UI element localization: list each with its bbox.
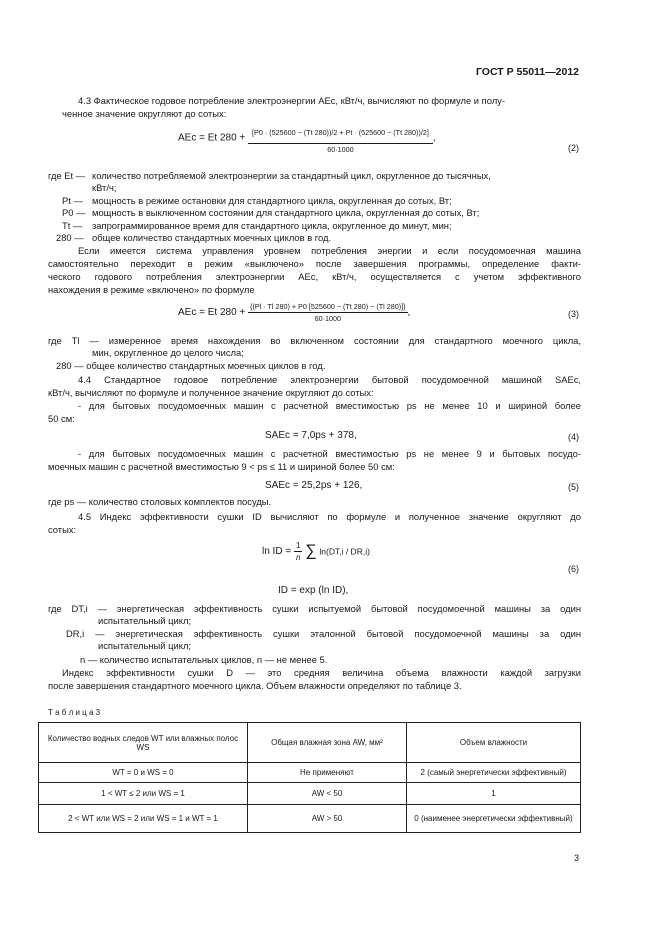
document-id: ГОСТ Р 55011—2012 [475,66,579,78]
where3-line1: где Tl — измеренное время нахождения во включенном состоянии для стандартного моечного цикла, [48,335,581,346]
formula-2-lhs: AEc = Et 280 + [178,132,246,144]
formula-4: SAEc = 7,0ps + 378, [265,430,357,441]
formula-6a-n: n [295,553,301,562]
formula-3-lhs: AEc = Et 280 + [178,307,246,318]
where6-dt-line1: где DT,i — энергетическая эффективность сушки испытуемой бытовой посудомоечной машины за один [48,603,581,614]
formula-2-fraction [248,122,433,154]
table-header-cell: Общая влажная зона AW, мм² [248,723,407,763]
equation-number-4: (4) [568,432,579,442]
where6-dr-line1: DR,i — энергетическая эффективность сушки эталонной бытовой посудомоечной машины за один [66,628,581,639]
table-cell: 0 (наименее энергетически эффективный) [407,805,581,833]
table-row [39,805,581,833]
table-cell: WT = 0 и WS = 0 [39,763,248,783]
formula-2: AEc = Et 280 + $\frac{[P0 \cdot (525600 - (Tt 280))/2 + Pt \cdot (525600 - (Tt 280))/2]}{60\cdot 1000}$ , [178,122,436,154]
where3-line2: мин, округленное до целого числа; [92,347,244,358]
table-cell: 2 (самый энергетически эффективный) [407,763,581,783]
where-280-symbol: 280 — [56,232,84,243]
where6-dt-line2: испытательный цикл; [98,615,192,626]
paragraph-line3: ческого годового потребления электроэнергии AEc, кВт/ч, осуществляется с учетом эффективного [48,271,581,282]
formula-2-numerator: [P0 · (525600 − (Tt 280))/2 + Pt · (525600 − (Tt 280))/2] [248,122,433,144]
table-cell: 1 [407,783,581,805]
table-header-cell: Количество водных следов WT или влажных полос WS [39,723,248,763]
formula-5: SAEc = 25,2ps + 126, [265,480,363,491]
formula-6a-sum-fraction [294,541,302,562]
formula-3-fraction [248,302,407,323]
table-row [39,783,581,805]
paragraph-line2: самостоятельно переходит в режим «выключено» после завершения программы, определение факти- [48,258,581,269]
where-et-text: количество потребляемой электроэнергии за стандартный цикл, округленное до тысячных, [92,170,491,181]
section-4-4-line2: кВт/ч, вычисляют по формуле и полученное значение округляют до сотых: [48,387,374,398]
table-cell: AW > 50 [248,805,407,833]
equation-number-5: (5) [568,482,579,492]
formula-3-denominator: 60·1000 [314,314,341,323]
table-3 [38,722,581,833]
formula-6a-rhs: ln(DT,i / DR,i) [319,546,370,557]
equation-number-6: (6) [568,564,579,574]
paragraph-line1: Если имеется система управления уровнем потребления энергии и если посудомоечная машина [78,245,581,256]
where-et-symbol: где Et — [48,170,86,181]
where6-n: n — количество испытательных циклов, n — не менее 5. [80,654,328,665]
where-tt-text: запрограммированное время для стандартного цикла, округленное до минут, мин; [92,220,452,231]
where-pt-symbol: Pt — [62,195,83,206]
where6-dr-line2: испытательный цикл; [98,640,192,651]
bullet1-line2: 50 см: [48,413,75,424]
formula-6a-lhs: ln ID = [262,546,292,557]
where-280-text: общее количество стандартных моечных циклов в год. [92,232,332,243]
bullet1-line1: - для бытовых посудомоечных машин с расчетной вместимостью ps не менее 10 и шириной более [78,400,581,411]
where-tt-symbol: Tt — [62,220,83,231]
section-4-4-line1: 4.4 Стандартное годовое потребление электроэнергии бытовой посудомоечной машиной SAEc, [78,374,581,385]
table-header-row [39,723,581,763]
table-3-caption: Т а б л и ц а 3 [48,708,101,717]
paragraph-line4: нахождения в режиме «включено» по формуле [48,284,255,295]
equation-number-2: (2) [568,143,579,153]
page-number: 3 [573,853,579,863]
equation-number-3: (3) [568,309,579,319]
section-4-5-line2: сотых: [48,524,77,535]
formula-2-denominator: 60·1000 [327,145,354,154]
section-4-5-para-line1: Индекс эффективности сушки D — это средняя величина объема влажности каждой загрузки [62,667,581,678]
table-header-cell: Объем влажности [407,723,581,763]
formula-3-numerator: {(Pl · Tl 280) + P0 [525600 − (Tt 280) − (Tl 280)]} [250,302,406,311]
table-row [39,763,581,783]
formula-6a [262,541,370,562]
where3-line3: 280 — общее количество стандартных моечных циклов в год. [56,360,326,371]
table-cell: 2 < WT или WS = 2 или WS = 1 и WT = 1 [39,805,248,833]
section-4-4-where: где ps — количество столовых комплектов посуды. [48,496,272,507]
table-cell: AW < 50 [248,783,407,805]
table-cell: Не применяют [248,763,407,783]
bullet2-line1: - для бытовых посудомоечных машин с расчетной вместимостью ps не менее 9 и бытовых посудо- [78,448,581,459]
formula-3: AEc = Et 280 + $\frac{\{(Pl \cdot Tl 280) + P0 [525600 - (Tt 280) - (Tl 280)]\}}{60\cdot 1000}$ , [178,302,411,323]
section-4-3-intro-line1: 4.3 Фактическое годовое потребление электроэнергии AEc, кВт/ч, вычисляют по формуле и полу- [78,95,505,106]
where-pt-text: мощность в режиме остановки для стандартного цикла, округленная до сотых, Вт; [92,195,452,206]
section-4-5-para-line2: после завершения стандартного моечного цикла. Объем влажности определяют по таблице 3. [48,680,462,691]
section-4-5-line1: 4.5 Индекс эффективности сушки ID вычисляют по формуле и полученное значение округляют до [78,511,581,522]
formula-6a-one: 1 [295,541,301,550]
where-p0-symbol: P0 — [62,207,86,218]
section-4-3-intro-line2: ченное значение округляют до сотых: [62,108,227,119]
table-cell: 1 < WT ≤ 2 или WS = 1 [39,783,248,805]
where-et-cont: кВт/ч; [92,182,117,193]
formula-6b: ID = exp (ln ID), [278,585,349,596]
bullet2-line2: моечных машин с расчетной вместимостью 9 < ps ≤ 11 и шириной более 50 см: [48,461,395,472]
summation-sign: ∑ [305,542,317,560]
where-p0-text: мощность в выключенном состоянии для стандартного цикла, округленная до сотых, Вт; [92,207,480,218]
